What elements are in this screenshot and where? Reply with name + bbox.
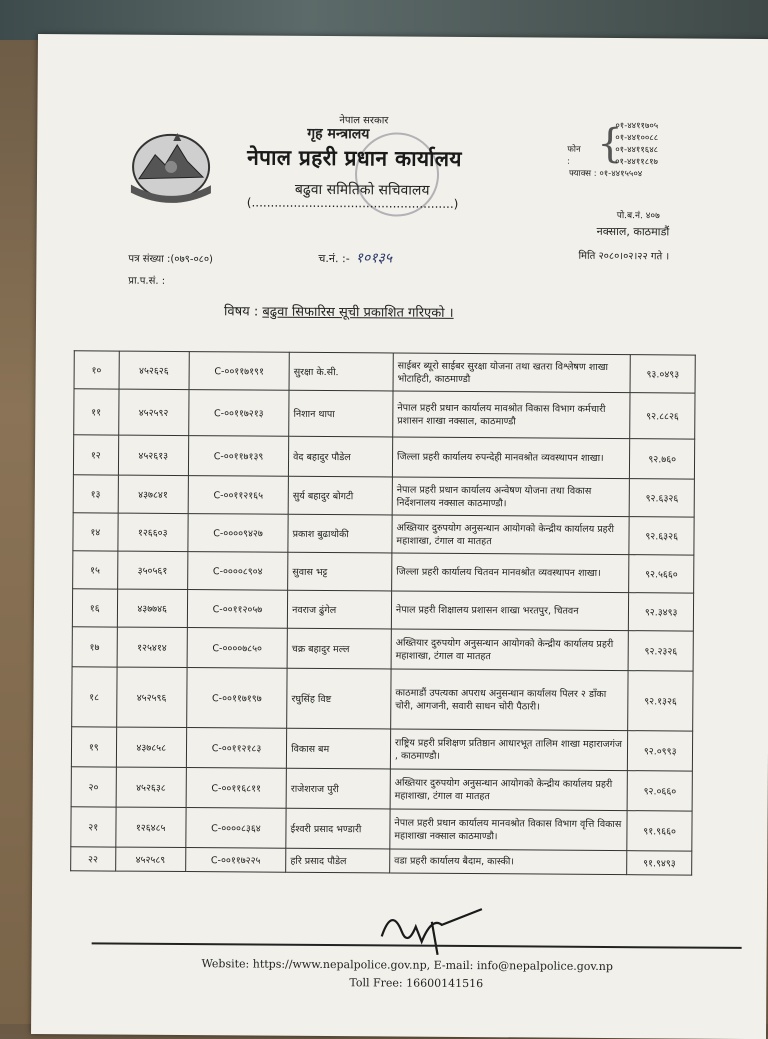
score-cell: ९२.६३२६ [630,479,695,517]
footer-contact: Website: https://www.nepalpolice.gov.np, E-mail: info@nepalpolice.gov.np [201,957,614,974]
name-cell: प्रकाश बुढाथोकी [288,514,392,553]
table-row [71,847,692,875]
office-cell: वडा प्रहरी कार्यालय बैदाम, कास्की। [390,849,628,875]
office-cell: जिल्ला प्रहरी कार्यालय रुपन्देही मानवश्रोत व्यवस्थापन शाखा। [392,437,630,479]
score-cell: ९२.७६० [630,439,695,479]
office-cell: काठमाडौं उपत्यका अपराध अनुसन्धान कार्यालय पिलर २ डाँका चोरी, आगजनी, सवारी साधन चोरी पैठारी। [391,669,629,731]
id-number-cell: ४३७७४६ [117,589,188,627]
table-row [74,351,695,393]
serial-number-cell: १० [74,351,119,389]
score-cell: ९३.०४९३ [630,355,695,393]
serial-number-cell: १८ [72,667,117,727]
id-number-cell: ४५२५८९ [115,847,186,871]
id-number-cell: १२६४८५ [115,807,186,847]
phone-number: ०१-४४११६४८ [615,145,659,156]
table-row [73,475,694,517]
office-cell: जिल्ला प्रहरी कार्यालय चितवन मानवश्रोत व्यवस्थापन शाखा। [392,553,630,593]
name-cell: रघुसिंह विष्ट [287,668,391,729]
table-row [73,551,694,593]
table-row [73,513,694,555]
ministry-label: गृह मन्त्रालय [307,125,370,143]
score-cell: ९२.०६६० [627,771,692,811]
section-dots: (.....................................................) [246,195,459,211]
id-number-cell: ३५०५६१ [117,551,188,589]
name-cell: ईश्वरी प्रसाद भण्डारी [286,808,390,849]
code-cell: C-००११७१३९ [188,436,288,477]
phone-numbers [615,120,658,168]
office-cell: नेपाल प्रहरी प्रधान कार्यालय अन्वेषण योजना तथा विकास निर्देशनालय नक्साल काठमाण्डौ। [392,477,630,517]
serial-number-cell: २० [71,767,116,807]
code-cell: C-००११२१८३ [186,728,286,769]
letter-number: पत्र संख्या :(०७९-०८०) [128,253,214,266]
nepal-emblem-icon [125,127,218,206]
name-cell: सुर्य बहादुर बोगटी [288,476,392,515]
serial-number-cell: १६ [72,589,117,627]
score-cell: ९२.०९९३ [628,731,693,771]
name-cell: सुरक्षा के.सी. [289,352,393,391]
code-cell: C-००११६८११ [186,768,286,809]
score-cell: ९२.३४९३ [629,593,694,631]
score-cell: ९२.५६६० [629,555,694,593]
serial-number-cell: १९ [71,727,116,767]
table-row [72,627,693,671]
name-cell: निशान थापा [289,390,393,437]
code-cell: C-००११२१६५ [188,476,288,515]
id-number-cell: ४५२६१३ [118,435,189,475]
id-number-cell: ४५२६३८ [116,767,187,807]
code-cell: C-००११७२२५ [186,848,286,873]
code-cell: C-००००८३६४ [186,808,286,849]
office-cell: नेपाल प्रहरी प्रधान कार्यालय मानवश्रोत विकास विभाग वृत्ति विकास महाशाखा नक्साल काठमाण्डौ। [390,809,628,851]
code-cell: C-००११७२१३ [189,390,290,437]
id-number-cell: ४३७८५८ [116,727,187,767]
subject-label: विषय : [224,304,259,320]
table-row [74,389,695,439]
office-cell: राष्ट्रिय प्रहरी प्रशिक्षण प्रतिष्ठान आधारभूत तालिम शाखा महाराजगंज , काठमाण्डौ। [390,729,628,771]
table-row [71,767,692,811]
code-cell: C-००००९४२७ [188,514,288,553]
dispatch-number [318,248,392,268]
office-cell: नेपाल प्रहरी शिक्षालय प्रशासन शाखा भरतपुर, चितवन [391,591,629,631]
received-number: प्रा.प.सं. : [128,275,166,287]
name-cell: राजेशराज पुरी [286,768,390,809]
id-number-cell: ४५२५९६ [116,667,187,727]
subject-text: बढुवा सिफारिस सूची प्रकाशित गरिएको । [262,304,454,321]
id-number-cell: १२५४१४ [117,627,188,667]
code-cell: C-००००८९०४ [188,552,288,591]
id-number-cell: ४५२६२६ [119,351,190,389]
code-cell: C-००००७८५० [187,628,287,669]
brace-icon: { [597,120,623,168]
document-page [31,34,768,1039]
serial-number-cell: १३ [73,475,118,513]
office-cell: अख्तियार दुरुपयोग अनुसन्धान आयोगको केन्द्रीय कार्यालय प्रहरी महाशाखा, टंगाल वा मातहत [392,515,630,555]
id-number-cell: १२६६०३ [117,513,188,551]
name-cell: सुवास भट्ट [288,552,392,591]
score-cell: ९१.९६६० [627,811,692,851]
subject-line [224,301,454,321]
office-cell: अख्तियार दुरुपयोग अनुसन्धान आयोगको केन्द्रीय कार्यालय प्रहरी महाशाखा, टंगाल वा मातहत [390,769,628,811]
serial-number-cell: ११ [74,389,119,435]
phone-number: ०१-४४११७०५ [615,121,659,132]
office-cell: साईबर ब्यूरो साईबर सुरक्षा योजना तथा खतरा विश्लेषण शाखा भोटाहिटी, काठमाण्डौ [393,353,631,393]
government-label: नेपाल सरकार [339,115,389,127]
serial-number-cell: १४ [73,513,118,551]
dispatch-value: १०१३५ [355,250,393,267]
dispatch-label: च.नं. :- [318,251,350,266]
serial-number-cell: १५ [73,551,118,589]
section-title: बढुवा समितिको सचिवालय [294,181,430,199]
code-cell: C-००११७१९१ [189,352,289,391]
name-cell: विकास बम [286,728,390,769]
office-address: नक्साल, काठमाडौं [596,224,670,239]
name-cell: हरि प्रसाद पौडेल [286,848,390,873]
id-number-cell: ४५२५९२ [118,389,189,435]
table-row [72,667,693,731]
letter-date: मिति २०८०।०२।२२ गते । [578,250,670,263]
score-cell: ९२.८८२६ [630,393,695,439]
code-cell: C-००११२०५७ [187,590,287,629]
office-cell: नेपाल प्रहरी प्रधान कार्यालय मावश्रोत विकास विभाग कर्मचारी प्रशासन शाखा नक्साल, काठमाण्डौ [393,391,631,439]
footer-tollfree: Toll Free: 16600141516 [349,976,484,991]
office-title: नेपाल प्रहरी प्रधान कार्यालय [247,145,462,171]
serial-number-cell: २१ [71,807,116,847]
serial-number-cell: १२ [73,435,118,475]
office-cell: अख्तियार दुरुपयोग अनुसन्धान आयोगको केन्द्रीय कार्यालय प्रहरी महाशाखा, टंगाल वा मातहत [391,629,629,671]
id-number-cell: ४३७८४१ [118,475,189,513]
promotion-table [70,350,696,875]
code-cell: C-००११७१९७ [187,668,288,729]
score-cell: ९२.६३२६ [629,517,694,555]
fax-number: फ्याक्स : ०१-४४१५५०४ [569,168,643,180]
name-cell: चक्र बहादुर मल्ल [287,628,391,669]
phone-label: फोन : [567,144,581,167]
serial-number-cell: १७ [72,627,117,667]
name-cell: वेद बहादुर पौडेल [289,436,393,477]
table-row [73,435,694,479]
table-row [72,589,693,631]
score-cell: ९१.९४९३ [627,851,692,875]
phone-number: ०१-४४११८१७ [615,157,659,168]
serial-number-cell: २२ [71,847,116,871]
name-cell: नवराज ढुंगेल [287,590,391,629]
signature-icon [372,896,492,957]
table-row [71,727,692,771]
phone-number: ०१-४४१००८८ [615,133,659,144]
score-cell: ९२.१३२६ [628,671,693,731]
table-row [71,807,692,851]
po-box: पो.ब.नं. ४०७ [616,211,660,222]
score-cell: ९२.२३२६ [628,631,693,671]
